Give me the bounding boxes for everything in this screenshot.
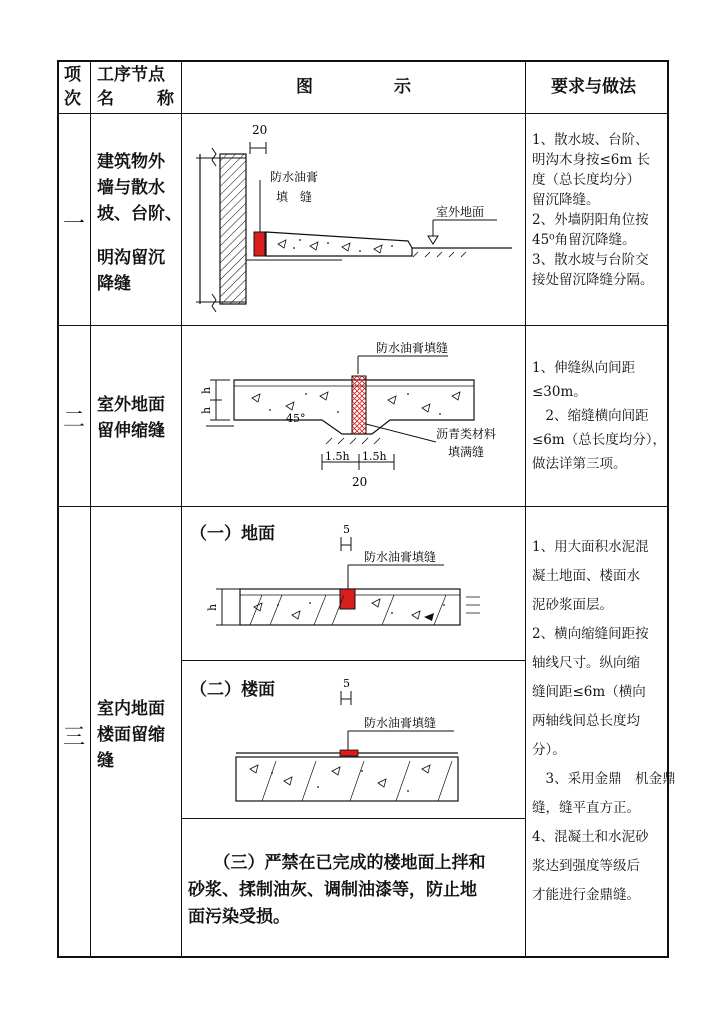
req-line: 才能进行金鼎缝。 [532,887,640,903]
row3-name-line: 楼面留缩 [97,725,165,745]
row3-name-line: 缝 [97,751,114,771]
sub3-note [188,850,486,931]
row1-ground-label: 室外地面 [436,205,485,219]
row1-name-line: 建筑物外 [97,152,165,172]
header-col1-line1: 项 [64,65,81,85]
req-line: 缝间距≤6m（横向 [532,684,646,700]
req-line: 3、散水坡与台阶交 [532,252,649,268]
row2-name-line: 留伸缩缝 [97,421,165,441]
sub2-label: 防水油膏填缝 [364,716,437,730]
row1-name-line [97,227,182,245]
header-col2-line1: 工序节点 [97,65,165,85]
sub1-label: 防水油膏填缝 [364,550,437,564]
header-col1-line2: 次 [64,89,81,109]
sub2-sealant [340,750,358,756]
req-line: 2、横向缩缝间距按 [532,626,649,642]
header-col2-line2-a: 名 [97,89,114,109]
row1-label-2: 填 缝 [276,190,313,204]
row2-dim-total: 20 [352,475,368,489]
row1-requirements [532,130,654,290]
req-line: 2、外墙阴阳角位按 [532,212,649,228]
req-line: 2、缩缝横向间距 [532,408,649,424]
row1-name [97,149,182,297]
row1-name-line: 坡、台阶、 [97,204,182,224]
req-line: ≤30m。 [532,384,587,400]
row1-label-1: 防水油膏 [270,170,319,184]
row2-label-bottom-1: 沥青类材料 [436,427,497,441]
req-line: 凝土地面、楼面水 [532,568,640,584]
req-line: 轴线尺寸。纵向缩 [532,655,640,671]
sub1-diagram [182,507,524,659]
sub2-slab [236,757,458,801]
header-col3-a: 图 [296,77,313,97]
req-line: 分）。 [532,742,566,758]
row2-dim-b: 1.5h [362,450,387,463]
row3-name [97,696,165,774]
row1-name-line: 明沟留沉 [97,248,165,268]
expansion-joint [352,376,366,434]
wall-section [220,154,246,304]
row2-dim-h1: h [200,386,213,394]
header-col4: 要求与做法 [551,77,636,97]
apron-slab [266,232,412,256]
req-line: 明沟木身按≤6m 长 [532,152,650,168]
row1-name-line: 墙与散水 [97,178,165,198]
req-line: 度（总长度均分） [532,172,640,188]
sub2-dim: 5 [343,677,350,690]
req-line: ≤6m（总长度均分）， [532,432,666,448]
header-col2-line2-b: 称 [157,89,174,109]
row3-name-line: 室内地面 [97,699,165,719]
req-line: 浆达到强度等级后 [532,858,640,874]
req-line: 泥砂浆面层。 [532,597,613,613]
col-divider-1 [90,60,91,958]
req-line: 两轴线间总长度均 [532,713,640,729]
note-line: 砂浆、揉制油灰、调制油漆等，防止地 [188,880,477,900]
col-divider-3 [525,60,526,958]
req-line: 3、采用金鼎 机金鼎 [532,771,676,787]
row2-dim-a: 1.5h [325,450,350,463]
note-line: （三）严禁在已完成的楼地面上拌和 [188,853,486,873]
row2-number: 二 [63,408,86,433]
sub-divider-2 [181,818,525,819]
row1-name-line: 降缝 [97,274,131,294]
req-line: 做法详第三项。 [532,456,627,472]
sub2-diagram [182,661,524,817]
row1-dim-20: 20 [252,123,268,137]
row2-diagram [182,326,524,506]
sub1-h: h [206,603,219,611]
row2-label-bottom-2: 填满缝 [448,445,485,459]
sub1-dim: 5 [343,523,350,536]
sub1-title: （一）地面 [190,524,275,544]
req-line: 留沉降缝。 [532,192,600,208]
row2-name-line: 室外地面 [97,395,165,415]
row2-angle: 45° [286,412,306,425]
req-line: 4、混凝土和水泥砂 [532,829,649,845]
row1-number: 一 [63,212,86,237]
row1-diagram [182,114,524,324]
note-line: 面污染受损。 [188,907,290,927]
sealant-block [254,232,265,256]
req-line: 缝，缝平直方正。 [532,800,640,816]
row3-requirements [532,533,676,910]
req-line: 接处留沉降缝分隔。 [532,272,654,288]
req-line: 1、散水坡、台阶、 [532,132,649,148]
row3-number: 三 [63,725,86,750]
req-line: 1、伸缝纵向间距 [532,360,636,376]
row2-dim-h2: h [200,406,213,414]
row2-requirements [532,356,666,476]
header-col3-b: 示 [394,77,411,97]
req-line: 1、用大面积水泥混 [532,539,649,555]
row2-label-top: 防水油膏填缝 [376,341,449,355]
sub2-title: （二）楼面 [190,680,275,700]
row2-name [97,392,165,444]
req-line: 45⁰角留沉降缝。 [532,232,636,248]
